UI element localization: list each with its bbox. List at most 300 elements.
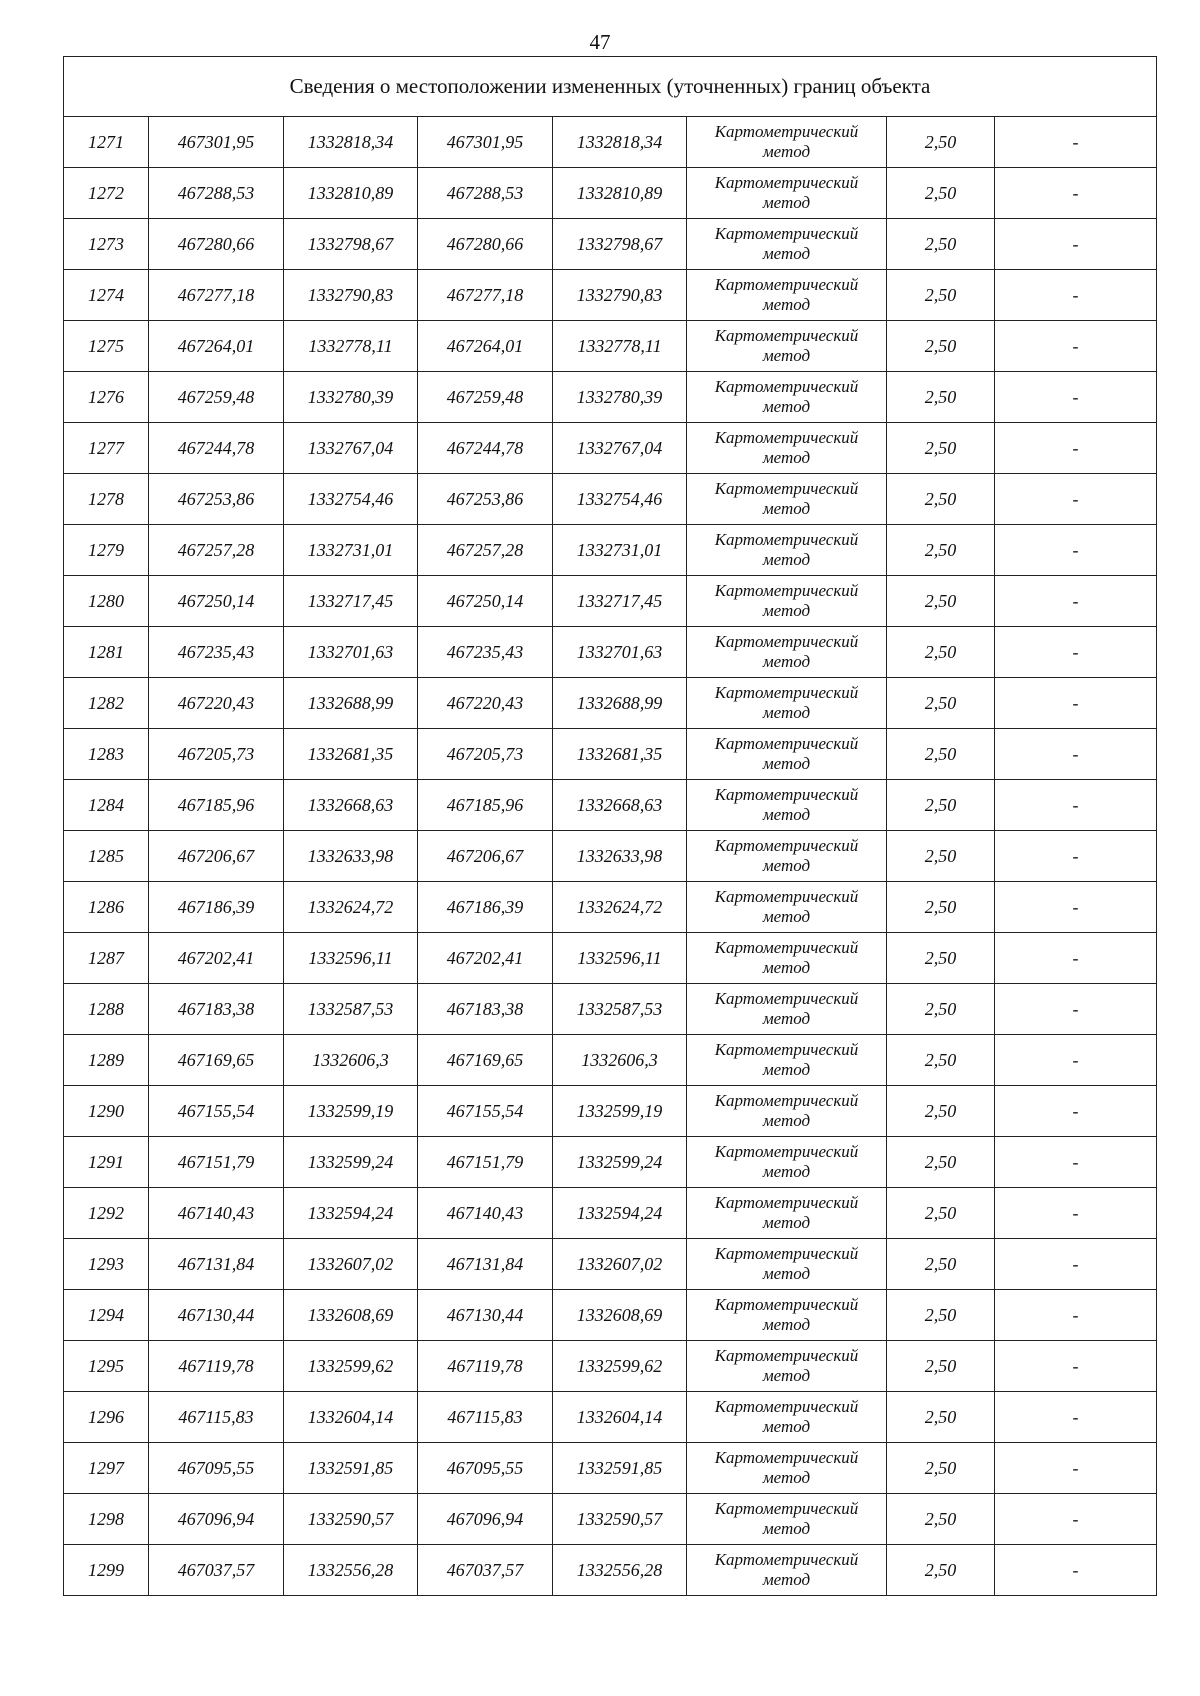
point-number-cell: 1276	[64, 372, 149, 423]
x-old-cell: 467185,96	[149, 780, 284, 831]
y-new-cell: 1332590,57	[553, 1494, 687, 1545]
y-old-cell: 1332681,35	[284, 729, 418, 780]
point-number-cell: 1277	[64, 423, 149, 474]
method-line-1: Картометрический	[714, 632, 859, 651]
method-cell	[687, 984, 887, 1035]
x-new-cell: 467253,86	[418, 474, 553, 525]
method-cell	[687, 474, 887, 525]
accuracy-cell: 2,50	[887, 1035, 995, 1086]
x-old-cell: 467220,43	[149, 678, 284, 729]
accuracy-cell: 2,50	[887, 984, 995, 1035]
y-old-cell: 1332810,89	[284, 168, 418, 219]
y-old-cell: 1332668,63	[284, 780, 418, 831]
accuracy-cell: 2,50	[887, 1188, 995, 1239]
method-cell	[687, 1494, 887, 1545]
method-line-1: Картометрический	[714, 785, 859, 804]
method-line-1: Картометрический	[714, 122, 859, 141]
y-new-cell: 1332810,89	[553, 168, 687, 219]
y-new-cell: 1332599,19	[553, 1086, 687, 1137]
description-cell: -	[995, 933, 1157, 984]
accuracy-cell: 2,50	[887, 168, 995, 219]
method-line-1: Картометрический	[714, 1040, 859, 1059]
table-row	[64, 1392, 1157, 1443]
method-line-2: метод	[762, 958, 811, 977]
table-row	[64, 678, 1157, 729]
method-line-1: Картометрический	[714, 887, 859, 906]
y-old-cell: 1332767,04	[284, 423, 418, 474]
point-number-cell: 1279	[64, 525, 149, 576]
description-cell: -	[995, 219, 1157, 270]
accuracy-cell: 2,50	[887, 576, 995, 627]
method-line-1: Картометрический	[714, 1448, 859, 1467]
y-new-cell: 1332780,39	[553, 372, 687, 423]
method-cell	[687, 780, 887, 831]
x-new-cell: 467250,14	[418, 576, 553, 627]
y-new-cell: 1332606,3	[553, 1035, 687, 1086]
accuracy-cell: 2,50	[887, 1545, 995, 1596]
method-line-2: метод	[762, 1315, 811, 1334]
y-new-cell: 1332767,04	[553, 423, 687, 474]
point-number-cell: 1275	[64, 321, 149, 372]
table-row	[64, 168, 1157, 219]
method-cell	[687, 1239, 887, 1290]
method-cell	[687, 1443, 887, 1494]
table-row	[64, 576, 1157, 627]
x-new-cell: 467205,73	[418, 729, 553, 780]
x-old-cell: 467131,84	[149, 1239, 284, 1290]
point-number-cell: 1289	[64, 1035, 149, 1086]
description-cell: -	[995, 831, 1157, 882]
table-row	[64, 882, 1157, 933]
point-number-cell: 1285	[64, 831, 149, 882]
method-cell	[687, 831, 887, 882]
method-line-2: метод	[762, 1213, 811, 1232]
method-line-1: Картометрический	[714, 326, 859, 345]
y-old-cell: 1332633,98	[284, 831, 418, 882]
table-row	[64, 984, 1157, 1035]
x-old-cell: 467037,57	[149, 1545, 284, 1596]
method-line-2: метод	[762, 142, 811, 161]
x-new-cell: 467259,48	[418, 372, 553, 423]
description-cell: -	[995, 117, 1157, 168]
method-cell	[687, 882, 887, 933]
x-new-cell: 467235,43	[418, 627, 553, 678]
table-row	[64, 1494, 1157, 1545]
y-new-cell: 1332668,63	[553, 780, 687, 831]
y-new-cell: 1332633,98	[553, 831, 687, 882]
caption-row	[64, 57, 1157, 117]
method-line-1: Картометрический	[714, 989, 859, 1008]
table-row	[64, 1443, 1157, 1494]
x-new-cell: 467115,83	[418, 1392, 553, 1443]
x-new-cell: 467288,53	[418, 168, 553, 219]
x-new-cell: 467220,43	[418, 678, 553, 729]
y-new-cell: 1332607,02	[553, 1239, 687, 1290]
method-line-2: метод	[762, 1060, 811, 1079]
method-line-2: метод	[762, 448, 811, 467]
point-number-cell: 1295	[64, 1341, 149, 1392]
method-line-1: Картометрический	[714, 479, 859, 498]
method-line-1: Картометрический	[714, 1091, 859, 1110]
x-old-cell: 467169,65	[149, 1035, 284, 1086]
x-old-cell: 467244,78	[149, 423, 284, 474]
accuracy-cell: 2,50	[887, 474, 995, 525]
x-new-cell: 467037,57	[418, 1545, 553, 1596]
description-cell: -	[995, 372, 1157, 423]
x-old-cell: 467288,53	[149, 168, 284, 219]
x-new-cell: 467151,79	[418, 1137, 553, 1188]
method-line-1: Картометрический	[714, 224, 859, 243]
x-new-cell: 467119,78	[418, 1341, 553, 1392]
method-line-2: метод	[762, 1519, 811, 1538]
x-new-cell: 467185,96	[418, 780, 553, 831]
description-cell: -	[995, 627, 1157, 678]
accuracy-cell: 2,50	[887, 117, 995, 168]
method-cell	[687, 1035, 887, 1086]
y-old-cell: 1332591,85	[284, 1443, 418, 1494]
description-cell: -	[995, 1392, 1157, 1443]
y-old-cell: 1332608,69	[284, 1290, 418, 1341]
x-old-cell: 467259,48	[149, 372, 284, 423]
description-cell: -	[995, 678, 1157, 729]
x-old-cell: 467186,39	[149, 882, 284, 933]
x-old-cell: 467264,01	[149, 321, 284, 372]
y-old-cell: 1332607,02	[284, 1239, 418, 1290]
boundary-table	[63, 56, 1157, 1596]
description-cell: -	[995, 1035, 1157, 1086]
description-cell: -	[995, 576, 1157, 627]
description-cell: -	[995, 270, 1157, 321]
method-line-1: Картометрический	[714, 1295, 859, 1314]
x-old-cell: 467096,94	[149, 1494, 284, 1545]
point-number-cell: 1296	[64, 1392, 149, 1443]
table-row	[64, 1086, 1157, 1137]
y-old-cell: 1332818,34	[284, 117, 418, 168]
method-cell	[687, 729, 887, 780]
method-line-2: метод	[762, 1264, 811, 1283]
x-old-cell: 467205,73	[149, 729, 284, 780]
table-row	[64, 627, 1157, 678]
y-new-cell: 1332608,69	[553, 1290, 687, 1341]
table-row	[64, 1137, 1157, 1188]
y-old-cell: 1332556,28	[284, 1545, 418, 1596]
x-old-cell: 467095,55	[149, 1443, 284, 1494]
description-cell: -	[995, 321, 1157, 372]
x-old-cell: 467151,79	[149, 1137, 284, 1188]
method-line-2: метод	[762, 1417, 811, 1436]
accuracy-cell: 2,50	[887, 1494, 995, 1545]
description-cell: -	[995, 1137, 1157, 1188]
x-new-cell: 467169,65	[418, 1035, 553, 1086]
method-cell	[687, 117, 887, 168]
accuracy-cell: 2,50	[887, 219, 995, 270]
table-row	[64, 729, 1157, 780]
y-new-cell: 1332701,63	[553, 627, 687, 678]
method-line-2: метод	[762, 703, 811, 722]
y-new-cell: 1332688,99	[553, 678, 687, 729]
method-line-2: метод	[762, 856, 811, 875]
table-row	[64, 1341, 1157, 1392]
y-new-cell: 1332596,11	[553, 933, 687, 984]
method-cell	[687, 219, 887, 270]
y-old-cell: 1332778,11	[284, 321, 418, 372]
method-line-2: метод	[762, 1009, 811, 1028]
table-row	[64, 117, 1157, 168]
accuracy-cell: 2,50	[887, 321, 995, 372]
x-new-cell: 467280,66	[418, 219, 553, 270]
description-cell: -	[995, 780, 1157, 831]
x-new-cell: 467277,18	[418, 270, 553, 321]
method-line-1: Картометрический	[714, 428, 859, 447]
table-row	[64, 474, 1157, 525]
accuracy-cell: 2,50	[887, 729, 995, 780]
x-old-cell: 467202,41	[149, 933, 284, 984]
page-number: 47	[589, 30, 611, 54]
point-number-cell: 1299	[64, 1545, 149, 1596]
method-cell	[687, 933, 887, 984]
accuracy-cell: 2,50	[887, 1443, 995, 1494]
table-row	[64, 1545, 1157, 1596]
x-new-cell: 467301,95	[418, 117, 553, 168]
method-line-2: метод	[762, 295, 811, 314]
point-number-cell: 1284	[64, 780, 149, 831]
accuracy-cell: 2,50	[887, 1341, 995, 1392]
description-cell: -	[995, 525, 1157, 576]
x-new-cell: 467130,44	[418, 1290, 553, 1341]
y-old-cell: 1332624,72	[284, 882, 418, 933]
method-line-1: Картометрический	[714, 1346, 859, 1365]
accuracy-cell: 2,50	[887, 1086, 995, 1137]
x-old-cell: 467140,43	[149, 1188, 284, 1239]
point-number-cell: 1288	[64, 984, 149, 1035]
y-new-cell: 1332599,62	[553, 1341, 687, 1392]
method-line-1: Картометрический	[714, 1397, 859, 1416]
y-old-cell: 1332594,24	[284, 1188, 418, 1239]
y-new-cell: 1332599,24	[553, 1137, 687, 1188]
table-row	[64, 1239, 1157, 1290]
table-caption: Сведения о местоположении измененных (уточненных) границ объекта	[64, 57, 1157, 117]
x-old-cell: 467250,14	[149, 576, 284, 627]
method-line-2: метод	[762, 244, 811, 263]
method-cell	[687, 168, 887, 219]
description-cell: -	[995, 168, 1157, 219]
x-new-cell: 467095,55	[418, 1443, 553, 1494]
y-old-cell: 1332604,14	[284, 1392, 418, 1443]
accuracy-cell: 2,50	[887, 831, 995, 882]
method-line-2: метод	[762, 805, 811, 824]
method-line-1: Картометрический	[714, 836, 859, 855]
table-row	[64, 270, 1157, 321]
y-new-cell: 1332604,14	[553, 1392, 687, 1443]
point-number-cell: 1286	[64, 882, 149, 933]
point-number-cell: 1281	[64, 627, 149, 678]
y-old-cell: 1332596,11	[284, 933, 418, 984]
y-old-cell: 1332798,67	[284, 219, 418, 270]
accuracy-cell: 2,50	[887, 678, 995, 729]
method-line-1: Картометрический	[714, 1142, 859, 1161]
table-row	[64, 423, 1157, 474]
point-number-cell: 1298	[64, 1494, 149, 1545]
x-new-cell: 467096,94	[418, 1494, 553, 1545]
accuracy-cell: 2,50	[887, 525, 995, 576]
method-cell	[687, 423, 887, 474]
x-old-cell: 467115,83	[149, 1392, 284, 1443]
y-new-cell: 1332681,35	[553, 729, 687, 780]
y-new-cell: 1332587,53	[553, 984, 687, 1035]
description-cell: -	[995, 423, 1157, 474]
y-old-cell: 1332587,53	[284, 984, 418, 1035]
y-old-cell: 1332701,63	[284, 627, 418, 678]
description-cell: -	[995, 1545, 1157, 1596]
y-new-cell: 1332778,11	[553, 321, 687, 372]
x-old-cell: 467301,95	[149, 117, 284, 168]
point-number-cell: 1274	[64, 270, 149, 321]
point-number-cell: 1273	[64, 219, 149, 270]
table-row	[64, 1188, 1157, 1239]
method-line-2: метод	[762, 1570, 811, 1589]
accuracy-cell: 2,50	[887, 1392, 995, 1443]
y-old-cell: 1332599,24	[284, 1137, 418, 1188]
y-new-cell: 1332731,01	[553, 525, 687, 576]
y-old-cell: 1332717,45	[284, 576, 418, 627]
method-line-1: Картометрический	[714, 938, 859, 957]
point-number-cell: 1272	[64, 168, 149, 219]
method-line-1: Картометрический	[714, 734, 859, 753]
method-cell	[687, 1086, 887, 1137]
description-cell: -	[995, 882, 1157, 933]
x-new-cell: 467264,01	[418, 321, 553, 372]
method-cell	[687, 1290, 887, 1341]
x-old-cell: 467119,78	[149, 1341, 284, 1392]
method-cell	[687, 627, 887, 678]
description-cell: -	[995, 1290, 1157, 1341]
y-old-cell: 1332754,46	[284, 474, 418, 525]
table-row	[64, 372, 1157, 423]
x-old-cell: 467235,43	[149, 627, 284, 678]
accuracy-cell: 2,50	[887, 933, 995, 984]
x-old-cell: 467277,18	[149, 270, 284, 321]
x-new-cell: 467155,54	[418, 1086, 553, 1137]
y-new-cell: 1332624,72	[553, 882, 687, 933]
y-old-cell: 1332688,99	[284, 678, 418, 729]
y-old-cell: 1332599,62	[284, 1341, 418, 1392]
method-line-2: метод	[762, 499, 811, 518]
y-new-cell: 1332591,85	[553, 1443, 687, 1494]
method-cell	[687, 1137, 887, 1188]
point-number-cell: 1278	[64, 474, 149, 525]
point-number-cell: 1287	[64, 933, 149, 984]
y-new-cell: 1332556,28	[553, 1545, 687, 1596]
method-line-1: Картометрический	[714, 530, 859, 549]
point-number-cell: 1291	[64, 1137, 149, 1188]
method-cell	[687, 1392, 887, 1443]
y-new-cell: 1332594,24	[553, 1188, 687, 1239]
method-line-2: метод	[762, 397, 811, 416]
table-row	[64, 525, 1157, 576]
method-cell	[687, 1545, 887, 1596]
x-new-cell: 467202,41	[418, 933, 553, 984]
table-row	[64, 321, 1157, 372]
point-number-cell: 1293	[64, 1239, 149, 1290]
method-cell	[687, 270, 887, 321]
method-line-2: метод	[762, 754, 811, 773]
accuracy-cell: 2,50	[887, 882, 995, 933]
x-new-cell: 467183,38	[418, 984, 553, 1035]
table-row	[64, 1290, 1157, 1341]
x-old-cell: 467130,44	[149, 1290, 284, 1341]
method-cell	[687, 525, 887, 576]
accuracy-cell: 2,50	[887, 1137, 995, 1188]
point-number-cell: 1271	[64, 117, 149, 168]
accuracy-cell: 2,50	[887, 627, 995, 678]
method-line-1: Картометрический	[714, 1550, 859, 1569]
x-old-cell: 467253,86	[149, 474, 284, 525]
description-cell: -	[995, 1239, 1157, 1290]
x-new-cell: 467244,78	[418, 423, 553, 474]
description-cell: -	[995, 1443, 1157, 1494]
accuracy-cell: 2,50	[887, 1239, 995, 1290]
x-old-cell: 467206,67	[149, 831, 284, 882]
table-row	[64, 933, 1157, 984]
description-cell: -	[995, 474, 1157, 525]
description-cell: -	[995, 984, 1157, 1035]
description-cell: -	[995, 1086, 1157, 1137]
method-line-1: Картометрический	[714, 683, 859, 702]
x-new-cell: 467257,28	[418, 525, 553, 576]
method-line-2: метод	[762, 1468, 811, 1487]
point-number-cell: 1292	[64, 1188, 149, 1239]
method-cell	[687, 1341, 887, 1392]
table-body	[64, 57, 1157, 1596]
method-line-2: метод	[762, 907, 811, 926]
x-new-cell: 467140,43	[418, 1188, 553, 1239]
point-number-cell: 1280	[64, 576, 149, 627]
y-new-cell: 1332798,67	[553, 219, 687, 270]
x-old-cell: 467183,38	[149, 984, 284, 1035]
table-row	[64, 1035, 1157, 1086]
y-new-cell: 1332717,45	[553, 576, 687, 627]
y-old-cell: 1332731,01	[284, 525, 418, 576]
point-number-cell: 1290	[64, 1086, 149, 1137]
table-row	[64, 831, 1157, 882]
accuracy-cell: 2,50	[887, 1290, 995, 1341]
y-old-cell: 1332599,19	[284, 1086, 418, 1137]
x-old-cell: 467155,54	[149, 1086, 284, 1137]
description-cell: -	[995, 729, 1157, 780]
point-number-cell: 1294	[64, 1290, 149, 1341]
method-cell	[687, 576, 887, 627]
method-line-2: метод	[762, 346, 811, 365]
method-line-1: Картометрический	[714, 275, 859, 294]
accuracy-cell: 2,50	[887, 780, 995, 831]
x-new-cell: 467131,84	[418, 1239, 553, 1290]
y-old-cell: 1332790,83	[284, 270, 418, 321]
y-old-cell: 1332606,3	[284, 1035, 418, 1086]
accuracy-cell: 2,50	[887, 423, 995, 474]
method-cell	[687, 1188, 887, 1239]
point-number-cell: 1297	[64, 1443, 149, 1494]
method-line-2: метод	[762, 601, 811, 620]
x-old-cell: 467280,66	[149, 219, 284, 270]
description-cell: -	[995, 1494, 1157, 1545]
method-line-2: метод	[762, 550, 811, 569]
method-line-2: метод	[762, 193, 811, 212]
method-line-1: Картометрический	[714, 581, 859, 600]
y-new-cell: 1332818,34	[553, 117, 687, 168]
method-cell	[687, 678, 887, 729]
accuracy-cell: 2,50	[887, 270, 995, 321]
method-line-1: Картометрический	[714, 1499, 859, 1518]
